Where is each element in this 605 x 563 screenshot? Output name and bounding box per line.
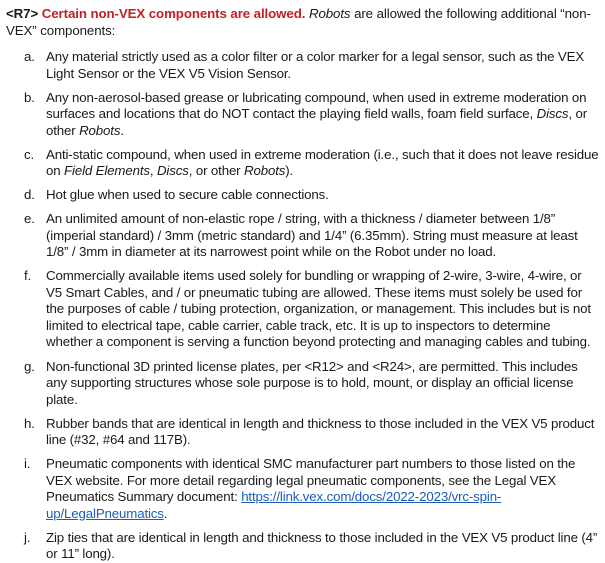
text-segment: Zip ties that are identical in length and thickness to those included in the VEX V5 product line (4” or 11” long). (46, 529, 598, 562)
list-item (6, 456, 599, 522)
list-item-letter: g. (24, 358, 35, 374)
list-item-letter: f. (24, 268, 32, 284)
list-item (6, 187, 599, 204)
text-segment: Commercially available items used solely for bundling or wrapping of 2-wire, 3-wire, 4-wire, or V5 Smart Cables, and / or pneumatic tubing are allowed. These items must solely be used for the purposes of cable / tubing protection, organization, or management. This includes but is not limited to electrical tape, cable carrier, cable track, etc. It is up to inspectors to determine whether a component is serving a function beyond protecting and managing cables and tubing. (46, 268, 591, 350)
list-item-text (46, 90, 599, 140)
text-segment: . (163, 505, 168, 521)
list-item (6, 90, 599, 140)
list-item (6, 49, 599, 82)
list-item-text (46, 147, 599, 180)
text-segment: Any material strictly used as a color filter or a color marker for a legal sensor, such as the VEX Light Sensor or the VEX V5 Vision Sensor. (46, 49, 585, 81)
pneumatics-summary-link[interactable]: https://link.vex.com/docs/2022-2023/vrc-spin-up/LegalPneumatics (46, 489, 502, 521)
text-segment: Hot glue when used to secure cable connections. (46, 187, 329, 203)
list-item (6, 359, 599, 409)
text-segment: Pneumatic components with identical SMC manufacturer part numbers to those listed on the VEX website. For more detail regarding legal pneumatic components, see the Legal VEX Pneumatics Summary document: (46, 456, 576, 505)
italic-term: Discs (156, 163, 189, 179)
list-item-letter: c. (24, 146, 35, 162)
rule-id: <R7> (6, 6, 39, 21)
text-segment: , or other (188, 163, 245, 179)
list-item-letter: b. (24, 89, 35, 105)
text-segment: , (149, 163, 157, 179)
list-item-text (46, 49, 599, 82)
list-item-letter: j. (24, 529, 31, 545)
italic-term: Robots (244, 163, 286, 179)
text-segment: An unlimited amount of non-elastic rope / string, with a thickness / diameter between 1/8” (imperial standard) / 3mm (metric standard) and 1/4” (6.35mm). String must measure at least 1/8” / 3mm in diameter at its narrowest point while on the Robot under no load. (46, 211, 578, 260)
rule-intro (6, 5, 599, 39)
list-item-text (46, 416, 599, 449)
list-item (6, 211, 599, 261)
list-item-letter: i. (24, 456, 31, 472)
text-segment: Non-functional 3D printed license plates, per <R12> and <R24>, are permitted. This includes any supporting structures whose sole purpose is to hold, mount, or display an official license plate. (46, 358, 578, 407)
list-item-text (46, 211, 599, 261)
rule-intro-text: are allowed the following additional “non-VEX” components: (6, 6, 591, 38)
italic-term: Robots (79, 122, 121, 138)
text-segment: , or other (46, 106, 588, 138)
list-item (6, 530, 599, 563)
list-item-text (46, 456, 599, 522)
list-item-text (46, 530, 599, 563)
list-item (6, 147, 599, 180)
list-item-letter: h. (24, 415, 35, 431)
text-segment: ). (285, 163, 294, 179)
text-segment: . (120, 122, 124, 138)
rule-intro-subject: Robots (308, 6, 351, 21)
text-segment: Rubber bands that are identical in length and thickness to those included in the VEX V5 product line (#32, #64 and 117B). (46, 415, 595, 448)
list-item-text (46, 268, 599, 351)
list-item-text (46, 187, 599, 204)
list-item-letter: e. (24, 211, 35, 227)
italic-term: Discs (536, 106, 569, 122)
list-item-letter: d. (24, 187, 35, 203)
rule-title: Certain non-VEX components are allowed. (41, 6, 306, 21)
list-item (6, 416, 599, 449)
allowed-components-list (6, 49, 599, 563)
text-segment: Any non-aerosol-based grease or lubricating compound, when used in extreme moderation on surfaces and locations that do NOT contact the playing field walls, foam field surface, (46, 89, 587, 122)
list-item-text (46, 359, 599, 409)
italic-term: Field Elements (64, 163, 150, 179)
text-segment: Anti-static compound, when used in extreme moderation (i.e., such that it does not leave residue on (46, 146, 599, 179)
list-item-letter: a. (24, 49, 35, 64)
list-item (6, 268, 599, 351)
